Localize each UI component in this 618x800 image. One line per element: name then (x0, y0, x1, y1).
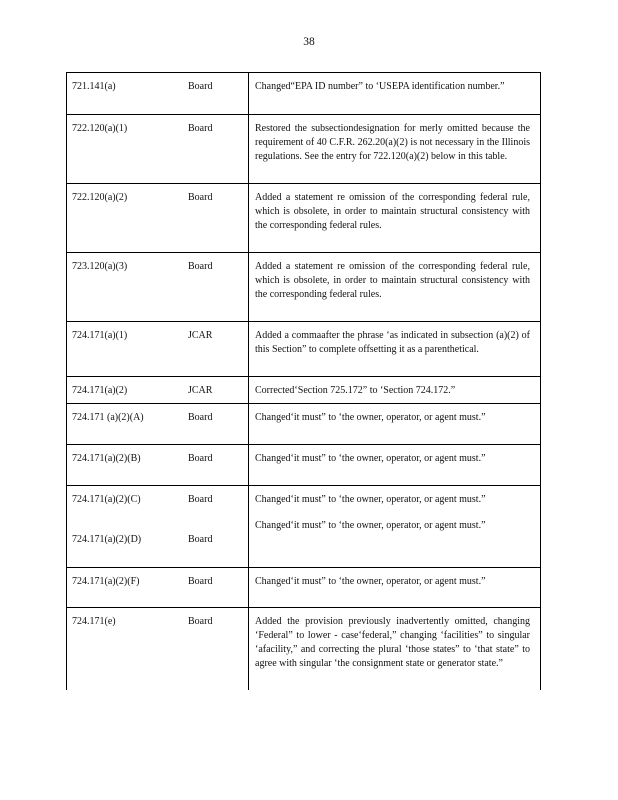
source-cell: Board (188, 192, 213, 203)
table-row (67, 184, 540, 253)
description-cell: Changed‘it must” to ‘the owner, operator, or agent must.” (248, 568, 540, 607)
section-cell: 724.171(a)(2) (72, 385, 128, 396)
source-cell: Board (188, 494, 213, 505)
description-cell: Added a statement re omission of the corresponding federal rule, which is obsolete, in order to maintain structural consistency with the corresponding federal rules. (248, 184, 540, 252)
description-cell: Changed‘it must” to ‘the owner, operator, or agent must.” (255, 520, 486, 531)
source-cell: Board (188, 576, 213, 587)
source-cell: Board (188, 261, 213, 272)
source-cell: JCAR (188, 385, 213, 396)
section-cell: 724.171(a)(2)(F) (72, 576, 140, 587)
table-row (67, 445, 540, 486)
description-cell: Changed‘it must” to ‘the owner, operator, or agent must.” (248, 445, 540, 485)
section-cell: 724.171(e) (72, 616, 116, 627)
section-cell: 724.171(a)(2)(D) (72, 534, 142, 545)
table-row (67, 608, 540, 690)
description-cell: Corrected‘Section 725.172” to ‘Section 724.172.” (248, 377, 540, 403)
page-number: 38 (303, 36, 315, 48)
description-cell: Changed‘it must” to ‘the owner, operator, or agent must.” (255, 494, 486, 505)
section-cell: 722.120(a)(2) (72, 192, 128, 203)
table-row (67, 322, 540, 377)
description-cell: Restored the subsectiondesignation for merly omitted because the requirement of 40 C.F.R. 262.20(a)(2) is not necessary in the Illinois regulations. See the entry for 722.120(a)(2) below in this table. (248, 115, 540, 183)
description-cell: Changed“EPA ID number” to ‘USEPA identification number.” (248, 73, 540, 114)
table-row (67, 486, 540, 568)
source-cell: Board (188, 453, 213, 464)
source-cell: Board (188, 81, 213, 92)
source-cell: Board (188, 123, 213, 134)
source-cell: Board (188, 616, 213, 627)
table-row (67, 568, 540, 608)
section-cell: 722.120(a)(1) (72, 123, 128, 134)
source-cell: JCAR (188, 330, 213, 341)
table-row (67, 253, 540, 322)
section-cell: 723.120(a)(3) (72, 261, 128, 272)
section-cell: 724.171(a)(1) (72, 330, 128, 341)
section-cell: 724.171(a)(2)(C) (72, 494, 141, 505)
description-cell: Added a statement re omission of the corresponding federal rule, which is obsolete, in order to maintain structural consistency with the corresponding federal rules. (248, 253, 540, 321)
description-cell: Added the provision previously inadvertently omitted, changing ‘Federal” to lower - case‘federal,” changing ‘facilities” to singular ‘afacility,” and correcting the plural ‘those states” to ‘that state” to agree with singular ‘the consignment state or generator state.” (248, 608, 540, 690)
source-cell: Board (188, 412, 213, 423)
table-row (67, 115, 540, 184)
section-cell: 724.171(a)(2)(B) (72, 453, 141, 464)
description-cell: Changed‘it must” to ‘the owner, operator, or agent must.” (248, 404, 540, 444)
table-row (67, 73, 540, 115)
description-cell: Added a commaafter the phrase ‘as indicated in subsection (a)(2) of this Section” to complete offsetting it as a parenthetical. (248, 322, 540, 376)
source-cell: Board (188, 534, 213, 545)
section-cell: 721.141(a) (72, 81, 116, 92)
table-row (67, 404, 540, 445)
amendments-table (66, 72, 541, 690)
table-row (67, 377, 540, 404)
section-cell: 724.171 (a)(2)(A) (72, 412, 144, 423)
